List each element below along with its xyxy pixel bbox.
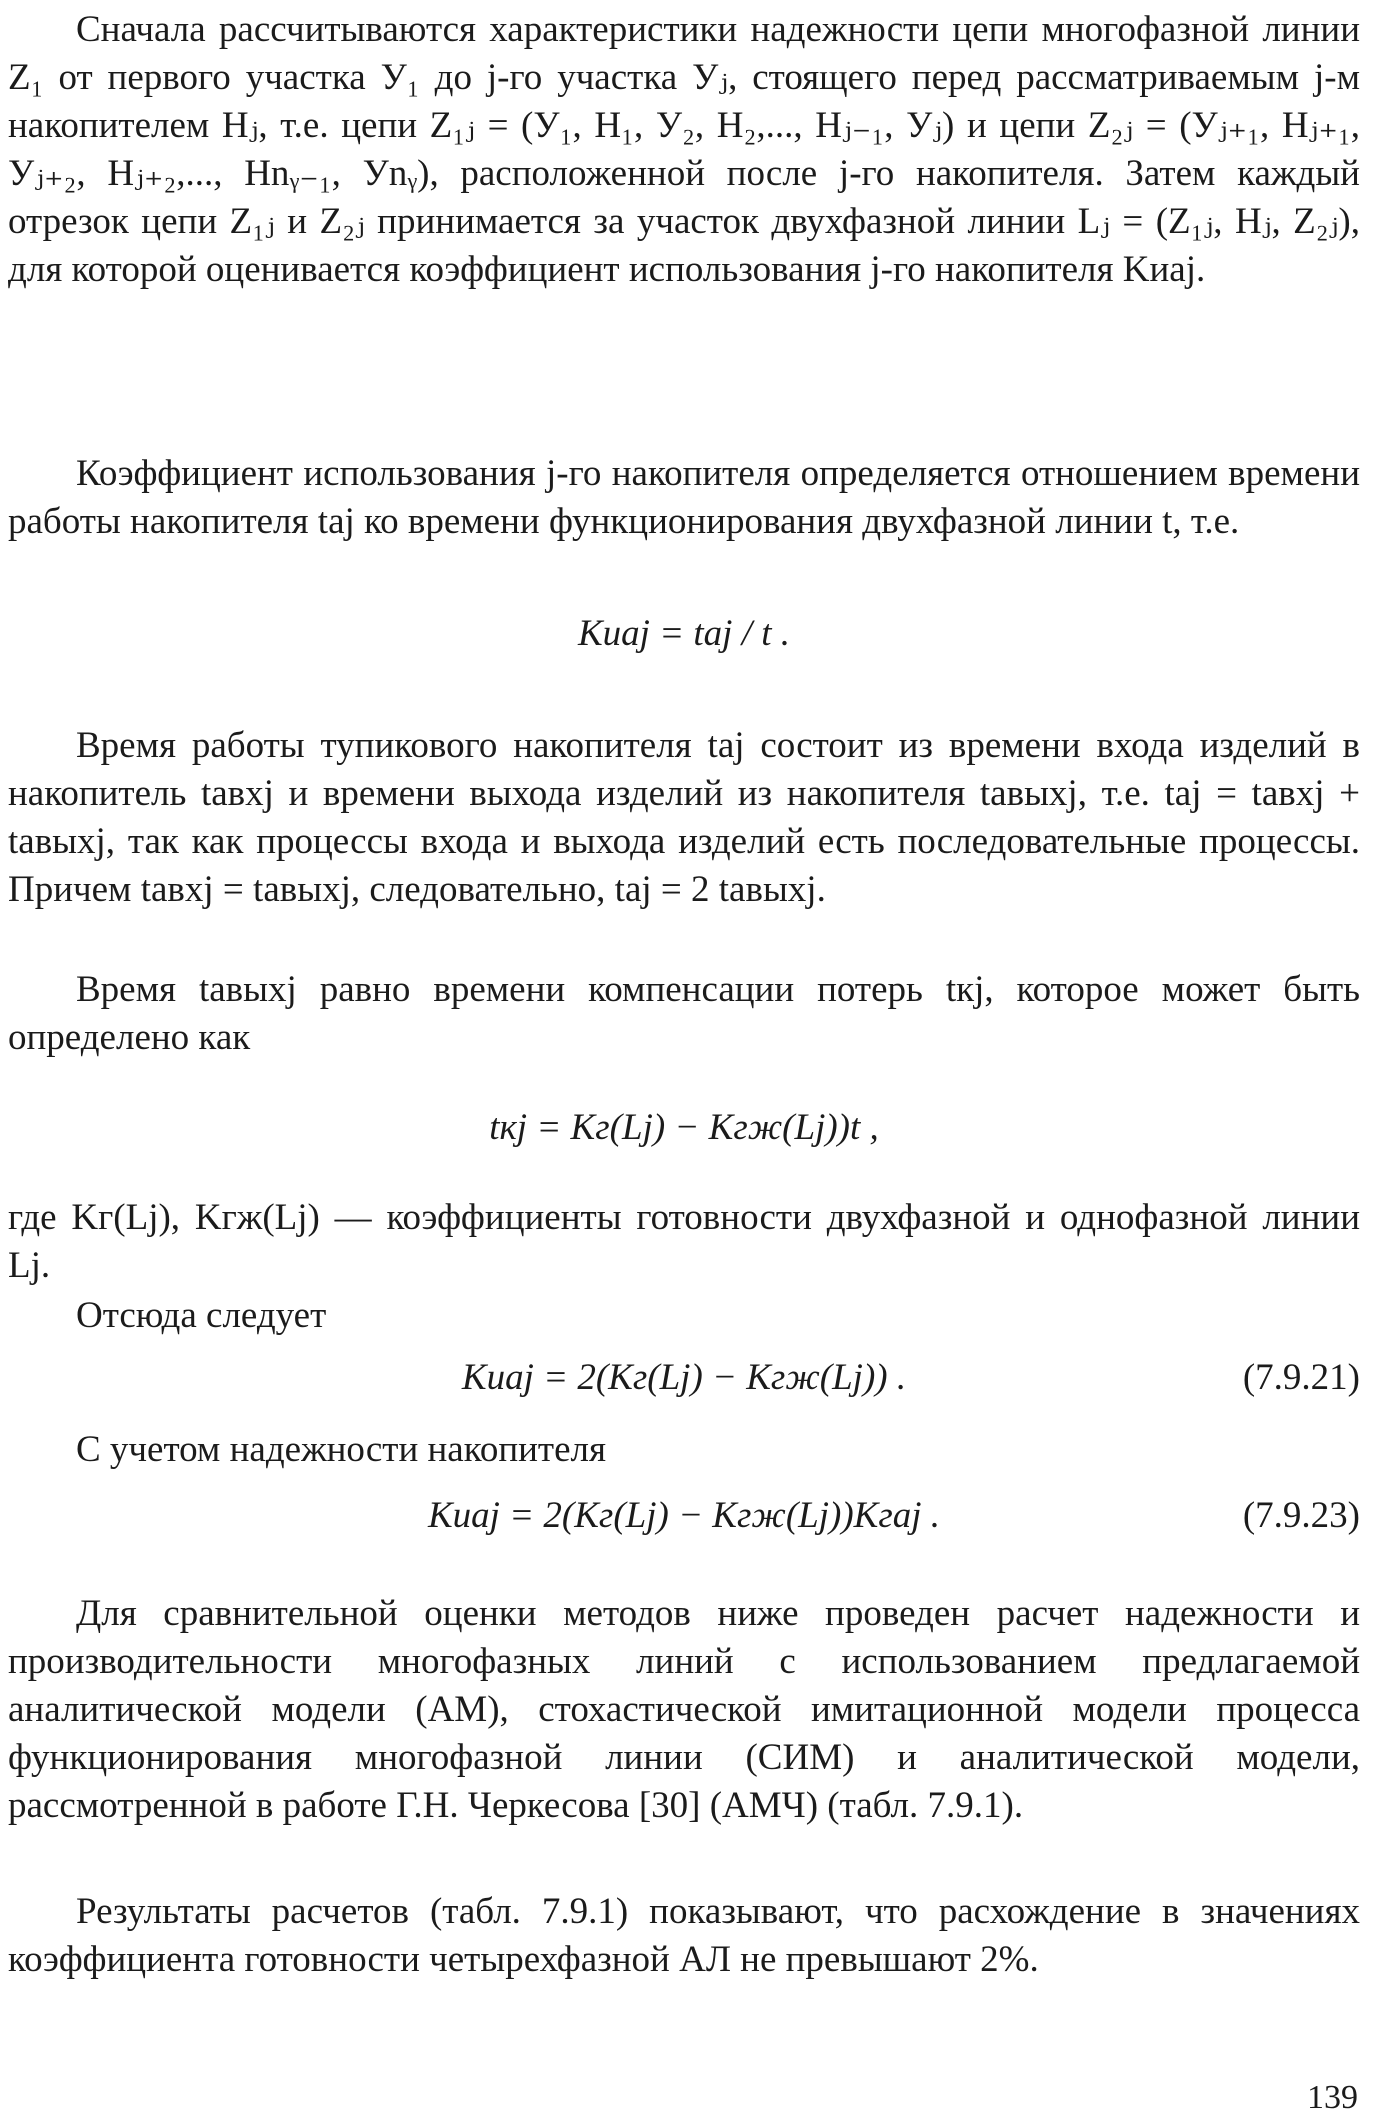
page-number: 139 xyxy=(1307,2079,1358,2116)
equation-number: (7.9.23) xyxy=(1242,1495,1360,1536)
paragraph-results: Результаты расчетов (табл. 7.9.1) показывают, что расхождение в значениях коэффициента готовности четырехфазной АЛ не превышают 2%. xyxy=(8,1891,1360,1980)
equation-usage-coefficient: Kиaj = taj / t . xyxy=(577,613,791,654)
paragraph-exit-time: Время tавыхj равно времени компенсации потерь tкj, которое может быть определено как xyxy=(8,969,1360,1058)
equation-number: (7.9.21) xyxy=(1242,1357,1360,1398)
equation-compensation-time: tкj = Kг(Lj) − Kгж(Lj))t , xyxy=(489,1107,879,1148)
paragraph-chain-reliability: Сначала рассчитываются характеристики надежности цепи многофазной линии Z₁ от первого участка У₁ до j-го участка Уⱼ, стоящего перед рассматриваемым j-м накопителем Hⱼ, т.е. цепи Z₁ⱼ = (У₁, H₁, У₂, H₂,..., Hⱼ₋₁, Уⱼ) и цепи Z₂ⱼ = (Уⱼ₊₁, Hⱼ₊₁, Уⱼ₊₂, Hⱼ₊₂,..., Hnᵧ₋₁, Уnᵧ), расположенной после j-го накопителя. Затем каждый отрезок цепи Z₁ⱼ и Z₂ⱼ принимается за участок двухфазной линии Lⱼ = (Z₁ⱼ, Hⱼ, Z₂ⱼ), для которой оценивается коэффициент использования j-го накопителя Kиaj. xyxy=(8,9,1360,290)
equation-7-9-23: Kиaj = 2(Kг(Lj) − Kгж(Lj))Kгaj . (7.9.23) xyxy=(8,1492,1360,1540)
paragraph-availability-coefficients: где Kг(Lj), Kгж(Lj) — коэффициенты готовности двухфазной и однофазной линии Lj. xyxy=(8,1197,1360,1286)
paragraph-accumulator-reliability: С учетом надежности накопителя xyxy=(76,1429,606,1470)
paragraph-hence: Отсюда следует xyxy=(76,1295,327,1336)
equation-7-9-21: Kиaj = 2(Kг(Lj) − Kгж(Lj)) . (7.9.21) xyxy=(8,1354,1360,1402)
paragraph-accumulator-time: Время работы тупикового накопителя taj состоит из времени входа изделий в накопитель tавхj и времени выхода изделий из накопителя tавыхj, т.е. taj = tавхj + tавыхj, так как процессы входа и выхода изделий есть последовательные процессы. Причем tавхj = tавыхj, следовательно, taj = 2 tавыхj. xyxy=(8,725,1360,910)
paragraph-usage-coefficient: Коэффициент использования j-го накопителя определяется отношением времени работы накопителя taj ко времени функционирования двухфазной линии t, т.е. xyxy=(8,453,1360,542)
paragraph-comparative-evaluation: Для сравнительной оценки методов ниже проведен расчет надежности и производительности многофазных линий с использованием предлагаемой аналитической модели (АМ), стохастической имитационной модели процесса функционирования многофазной линии (СИМ) и аналитической модели, рассмотренной в работе Г.Н. Черкесова [30] (АМЧ) (табл. 7.9.1). xyxy=(8,1593,1360,1826)
